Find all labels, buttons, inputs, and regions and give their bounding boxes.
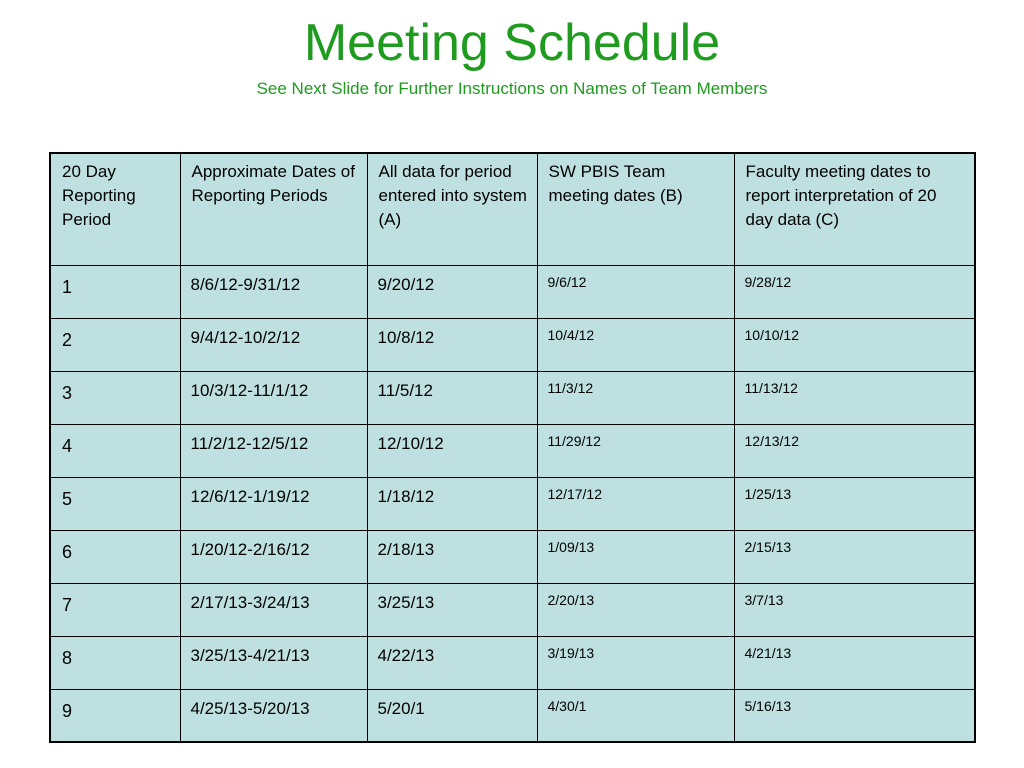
period-number-cell: 6: [50, 530, 180, 583]
data-entered-cell: 1/18/12: [367, 477, 537, 530]
table-row: [50, 265, 975, 318]
table-row: [50, 689, 975, 742]
data-entered-cell: 5/20/1: [367, 689, 537, 742]
data-entered-cell: 2/18/13: [367, 530, 537, 583]
approx-dates-cell: 12/6/12-1/19/12: [180, 477, 367, 530]
period-number-cell: 8: [50, 636, 180, 689]
data-entered-cell: 4/22/13: [367, 636, 537, 689]
header-approximate-dates: Approximate Dates of Reporting Periods: [180, 153, 367, 265]
table-row: [50, 636, 975, 689]
data-entered-cell: 12/10/12: [367, 424, 537, 477]
header-data-entered: All data for period entered into system (A): [367, 153, 537, 265]
header-team-meeting-dates: SW PBIS Team meeting dates (B): [537, 153, 734, 265]
approx-dates-cell: 9/4/12-10/2/12: [180, 318, 367, 371]
faculty-meeting-cell: 1/25/13: [734, 477, 975, 530]
period-number-cell: 3: [50, 371, 180, 424]
faculty-meeting-cell: 10/10/12: [734, 318, 975, 371]
period-number-cell: 7: [50, 583, 180, 636]
faculty-meeting-cell: 12/13/12: [734, 424, 975, 477]
faculty-meeting-cell: 2/15/13: [734, 530, 975, 583]
team-meeting-cell: 1/09/13: [537, 530, 734, 583]
faculty-meeting-cell: 4/21/13: [734, 636, 975, 689]
approx-dates-cell: 10/3/12-11/1/12: [180, 371, 367, 424]
meeting-schedule-table: [49, 152, 976, 743]
team-meeting-cell: 2/20/13: [537, 583, 734, 636]
table-row: [50, 424, 975, 477]
slide-subtitle: See Next Slide for Further Instructions on Names of Team Members: [256, 79, 768, 98]
data-entered-cell: 11/5/12: [367, 371, 537, 424]
team-meeting-cell: 9/6/12: [537, 265, 734, 318]
faculty-meeting-cell: 3/7/13: [734, 583, 975, 636]
approx-dates-cell: 4/25/13-5/20/13: [180, 689, 367, 742]
team-meeting-cell: 11/29/12: [537, 424, 734, 477]
team-meeting-cell: 10/4/12: [537, 318, 734, 371]
period-number-cell: 5: [50, 477, 180, 530]
table-row: [50, 583, 975, 636]
team-meeting-cell: 12/17/12: [537, 477, 734, 530]
approx-dates-cell: 1/20/12-2/16/12: [180, 530, 367, 583]
data-entered-cell: 9/20/12: [367, 265, 537, 318]
period-number-cell: 9: [50, 689, 180, 742]
faculty-meeting-cell: 11/13/12: [734, 371, 975, 424]
table-row: [50, 530, 975, 583]
table-body: [50, 265, 975, 742]
header-reporting-period: 20 Day Reporting Period: [50, 153, 180, 265]
approx-dates-cell: 2/17/13-3/24/13: [180, 583, 367, 636]
table-row: [50, 477, 975, 530]
period-number-cell: 2: [50, 318, 180, 371]
period-number-cell: 4: [50, 424, 180, 477]
team-meeting-cell: 4/30/1: [537, 689, 734, 742]
header-faculty-meeting-dates: Faculty meeting dates to report interpretation of 20 day data (C): [734, 153, 975, 265]
team-meeting-cell: 11/3/12: [537, 371, 734, 424]
faculty-meeting-cell: 9/28/12: [734, 265, 975, 318]
slide-title: Meeting Schedule: [303, 14, 721, 72]
team-meeting-cell: 3/19/13: [537, 636, 734, 689]
data-entered-cell: 3/25/13: [367, 583, 537, 636]
table-row: [50, 318, 975, 371]
table-header-row: [50, 153, 975, 265]
approx-dates-cell: 3/25/13-4/21/13: [180, 636, 367, 689]
data-entered-cell: 10/8/12: [367, 318, 537, 371]
table-row: [50, 371, 975, 424]
approx-dates-cell: 8/6/12-9/31/12: [180, 265, 367, 318]
period-number-cell: 1: [50, 265, 180, 318]
faculty-meeting-cell: 5/16/13: [734, 689, 975, 742]
approx-dates-cell: 11/2/12-12/5/12: [180, 424, 367, 477]
